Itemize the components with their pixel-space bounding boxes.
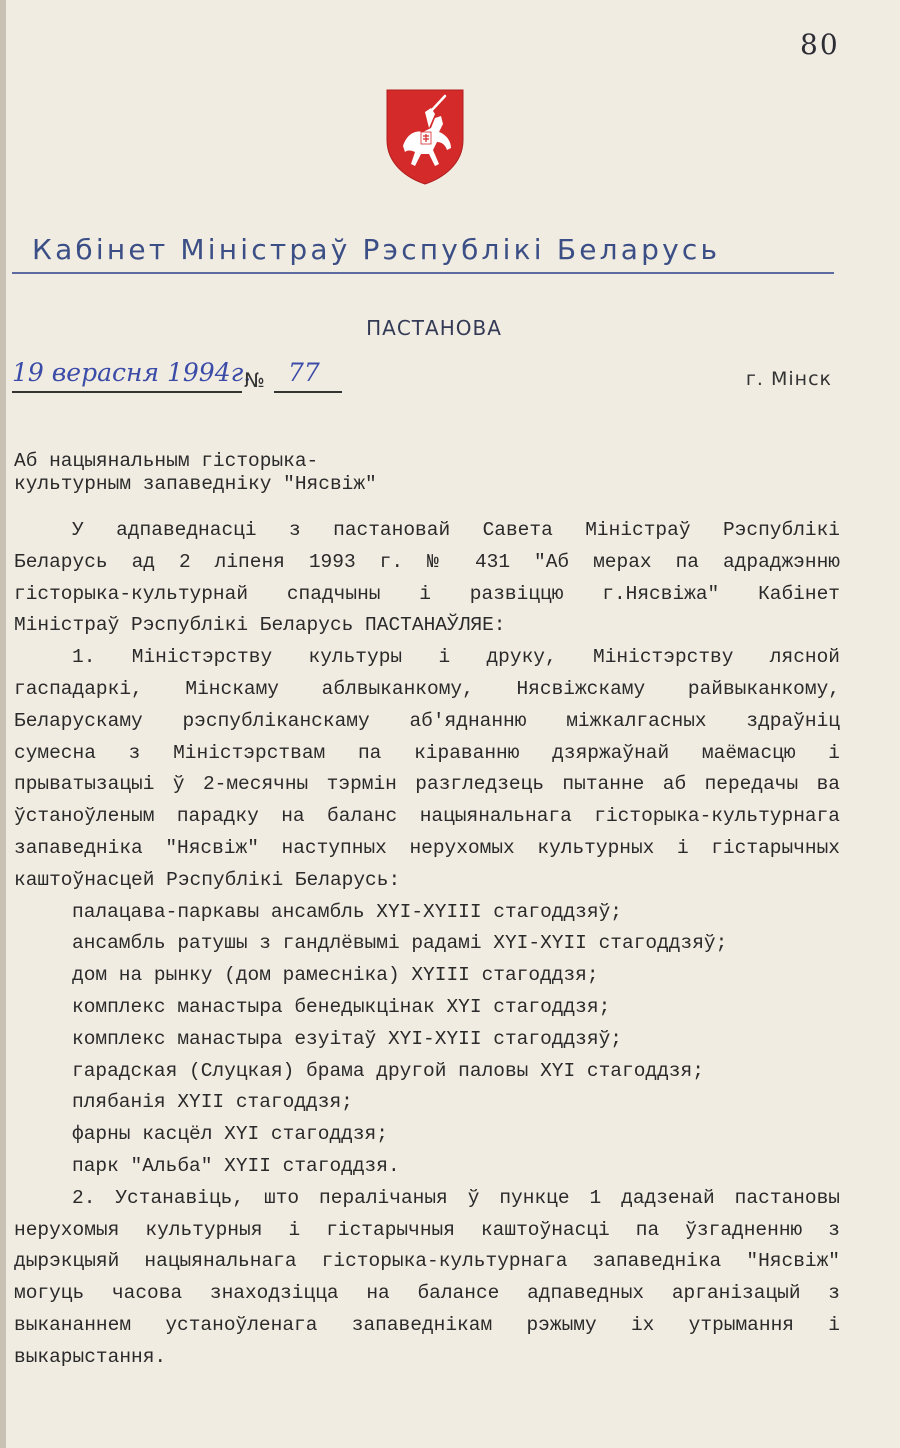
preamble-line: гісторыка-культурнай спадчыны і развіццю г.Нясвіжа" Кабінет bbox=[14, 582, 840, 605]
point2-line: могуць часова знаходзіцца на балансе адпаведных арганізацый з bbox=[14, 1282, 840, 1305]
point1-line: 1. Міністэрству культуры і друку, Міністэрству лясной bbox=[72, 646, 840, 669]
list-item: ансамбль ратушы з гандлёвымі радамі XYI-XYII стагоддзяў; bbox=[72, 932, 728, 955]
point1-line: гаспадаркі, Мінскаму аблвыканкому, Нясвіжскаму райвыканкому, bbox=[14, 677, 840, 700]
list-item: комплекс манастыра езуітаў XYI-XYII стагоддзяў; bbox=[72, 1027, 622, 1050]
list-item: плябанія XYII стагоддзя; bbox=[72, 1091, 353, 1114]
date-number-row bbox=[12, 358, 872, 398]
body-text bbox=[14, 515, 840, 1374]
page-number: 80 bbox=[800, 28, 840, 61]
list-item: парк "Альба" XYII стагоддзя. bbox=[72, 1154, 400, 1177]
list-item: палацава-паркавы ансамбль XYI-XYIII стагоддзяў; bbox=[72, 900, 622, 923]
point2-line: выкарыстання. bbox=[14, 1345, 167, 1368]
list-item: фарны касцёл XYI стагоддзя; bbox=[72, 1123, 388, 1146]
date-handwritten: 19 верасня 1994г. bbox=[12, 358, 252, 387]
list-item: гарадская (Слуцкая) брама другой паловы XYI стагоддзя; bbox=[72, 1059, 704, 1082]
point1-line: Беларускаму рэспубліканскаму аб'яднанню міжкалгасных здраўніц bbox=[14, 709, 840, 732]
subject-block bbox=[14, 450, 377, 496]
point1-line: сумесна з Міністэрствам па кіраванню дзяржаўнай маёмасцю і bbox=[14, 741, 840, 764]
document-type: ПАСТАНОВА bbox=[366, 316, 502, 340]
point2-line: дырэкцыяй нацыянальнага гісторыка-культурнага запаведніка "Нясвіж" bbox=[14, 1250, 840, 1273]
pahonia-coat-of-arms-icon bbox=[385, 88, 465, 186]
organization-title: Кабінет Міністраў Рэспублікі Беларусь bbox=[32, 233, 721, 266]
point2-line: 2. Устанавіць, што пералічаныя ў пункце 1 дадзенай пастановы bbox=[72, 1186, 840, 1209]
point1-line: каштоўнасцей Рэспублікі Беларусь: bbox=[14, 868, 401, 891]
list-item: дом на рынку (дом рамесніка) XYIII стагоддзя; bbox=[72, 964, 599, 987]
point1-line: ўстаноўленым парадку на баланс нацыянальнага гісторыка-культурнага bbox=[14, 805, 840, 828]
subject-line: культурным запаведніку "Нясвіж" bbox=[14, 473, 377, 495]
subject-line: Аб нацыянальным гісторыка- bbox=[14, 450, 319, 472]
point1-line: прыватызацыі ў 2-месячны тэрмін разгледзець пытанне аб передачы ва bbox=[14, 773, 840, 796]
date-underline bbox=[12, 391, 242, 393]
point2-line: нерухомыя культурныя і гістарычныя каштоўнасці па ўзгадненню з bbox=[14, 1218, 840, 1241]
preamble-line: Міністраў Рэспублікі Беларусь ПАСТАНАЎЛЯЕ: bbox=[14, 614, 506, 637]
number-label: № bbox=[244, 368, 265, 392]
preamble-line: У адпаведнасці з пастановай Савета Міністраў Рэспублікі bbox=[72, 519, 840, 541]
number-handwritten: 77 bbox=[288, 358, 320, 387]
list-item: комплекс манастыра бенедыкцінак XYI стагоддзя; bbox=[72, 995, 611, 1018]
city: г. Мінск bbox=[745, 368, 832, 390]
number-underline bbox=[274, 391, 342, 393]
point2-line: выкананнем устаноўленага запаведнікам рэжыму іх утрымання і bbox=[14, 1313, 840, 1336]
preamble-line: Беларусь ад 2 ліпеня 1993 г. № 431 "Аб мерах па адраджэнню bbox=[14, 550, 840, 573]
point1-line: запаведніка "Нясвіж" наступных нерухомых культурных і гістарычных bbox=[14, 836, 840, 859]
title-underline bbox=[12, 272, 834, 274]
